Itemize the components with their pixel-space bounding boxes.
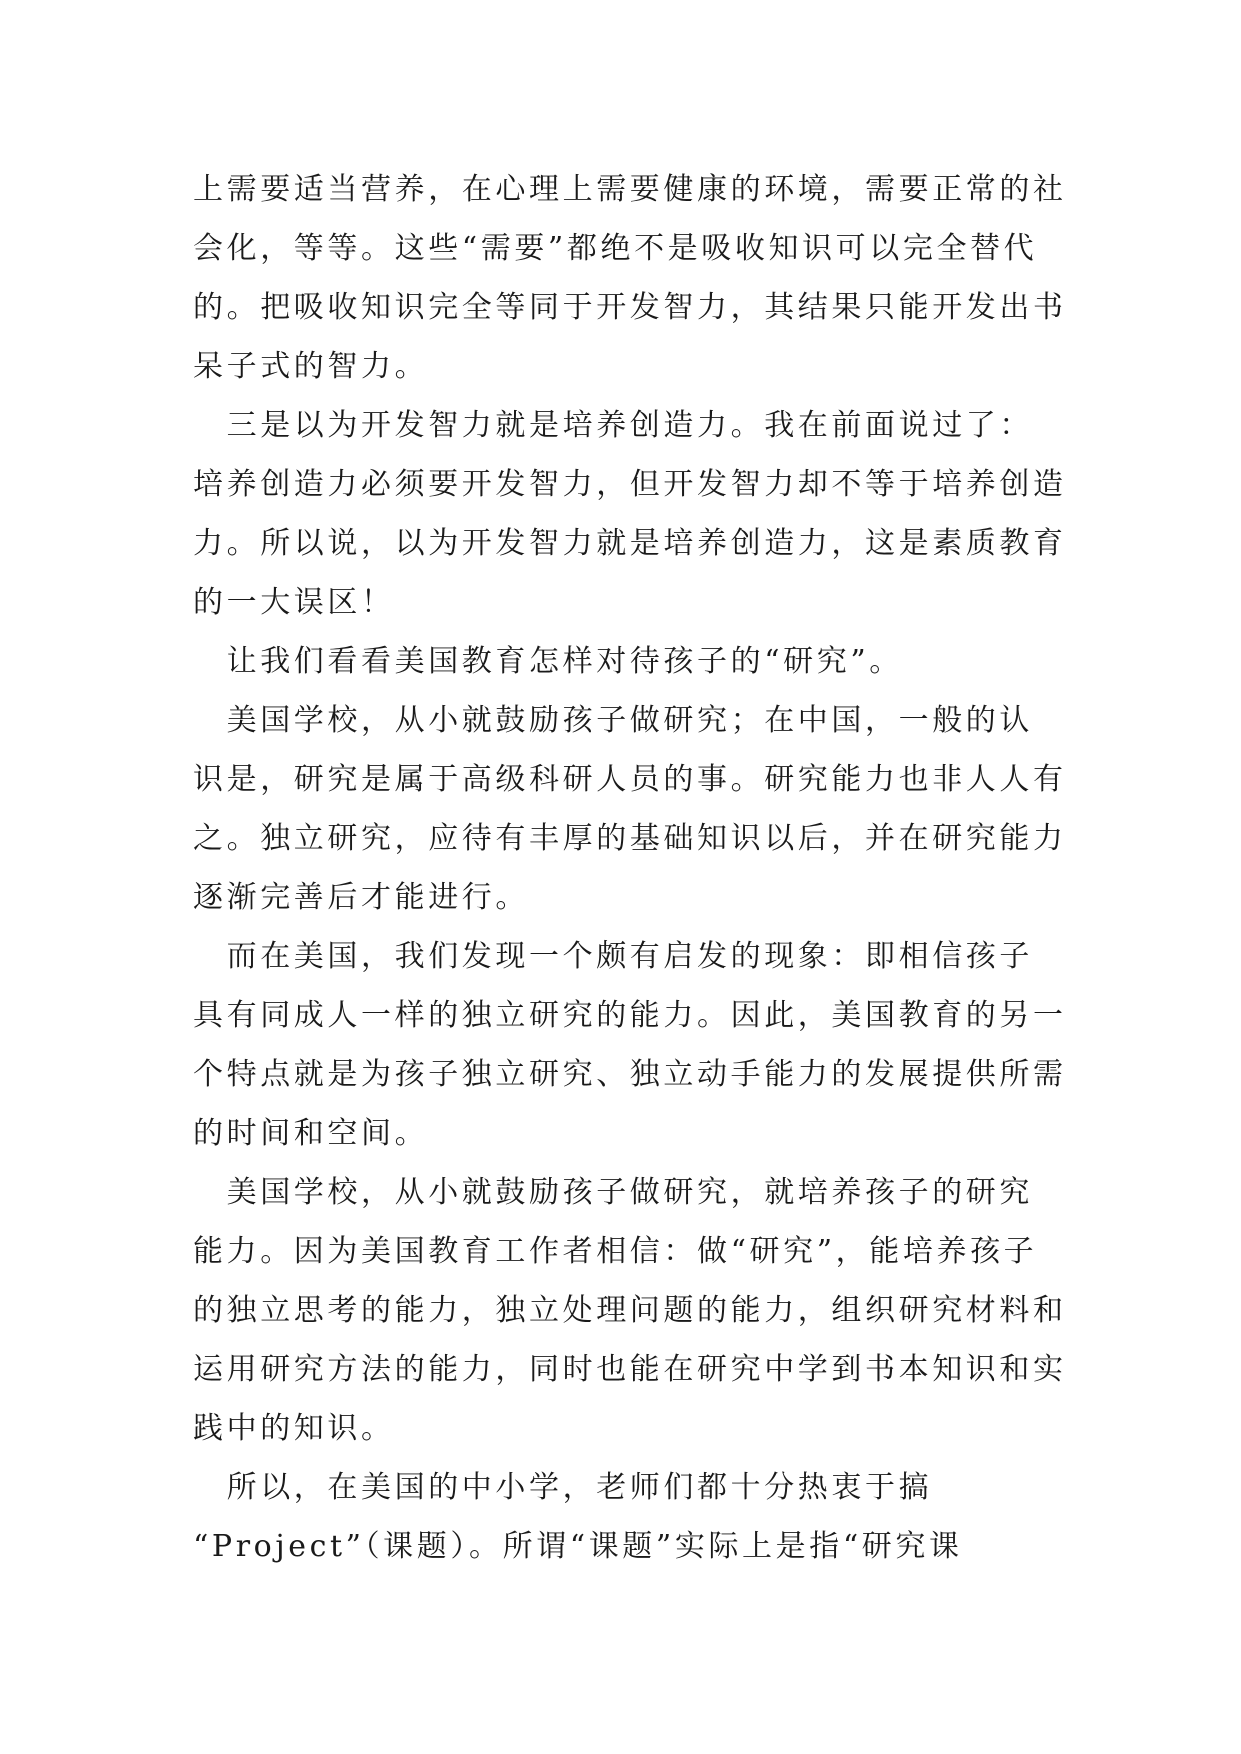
document-body <box>193 160 1067 1576</box>
text-line: 的一大误区！ <box>193 585 395 620</box>
text-line: 上需要适当营养，在心理上需要健康的环境，需要正常的社 <box>193 172 1067 207</box>
text-line: 呆子式的智力。 <box>193 349 429 384</box>
text-line: 所以，在美国的中小学，老师们都十分热衷于搞 <box>193 1470 933 1505</box>
text-line: 具有同成人一样的独立研究的能力。因此，美国教育的另一 <box>193 998 1067 1033</box>
text-line: 而在美国，我们发现一个颇有启发的现象：即相信孩子 <box>193 939 1033 974</box>
text-line: “Project”（课题）。所谓“课题”实际上是指“研究课 <box>193 1529 963 1564</box>
text-line: 识是，研究是属于高级科研人员的事。研究能力也非人人有 <box>193 762 1067 797</box>
text-line: 培养创造力必须要开发智力，但开发智力却不等于培养创造 <box>193 467 1067 502</box>
text-line: 的。把吸收知识完全等同于开发智力，其结果只能开发出书 <box>193 290 1067 325</box>
text-line: 美国学校，从小就鼓励孩子做研究，就培养孩子的研究 <box>193 1175 1033 1210</box>
text-line: 美国学校，从小就鼓励孩子做研究；在中国，一般的认 <box>193 703 1033 738</box>
text-line: 能力。因为美国教育工作者相信：做“研究”，能培养孩子 <box>193 1234 1038 1269</box>
text-line: 践中的知识。 <box>193 1411 395 1446</box>
text-line: 的独立思考的能力，独立处理问题的能力，组织研究材料和 <box>193 1293 1067 1328</box>
text-line: 逐渐完善后才能进行。 <box>193 880 529 915</box>
text-line: 力。所以说，以为开发智力就是培养创造力，这是素质教育 <box>193 526 1067 561</box>
text-line: 会化，等等。这些“需要”都绝不是吸收知识可以完全替代 <box>193 231 1038 266</box>
text-line: 的时间和空间。 <box>193 1116 429 1151</box>
text-line: 让我们看看美国教育怎样对待孩子的“研究”。 <box>193 644 903 679</box>
text-line: 三是以为开发智力就是培养创造力。我在前面说过了： <box>193 408 1033 443</box>
text-line: 运用研究方法的能力，同时也能在研究中学到书本知识和实 <box>193 1352 1067 1387</box>
text-line: 个特点就是为孩子独立研究、独立动手能力的发展提供所需 <box>193 1057 1067 1092</box>
text-line: 之。独立研究，应待有丰厚的基础知识以后，并在研究能力 <box>193 821 1067 856</box>
